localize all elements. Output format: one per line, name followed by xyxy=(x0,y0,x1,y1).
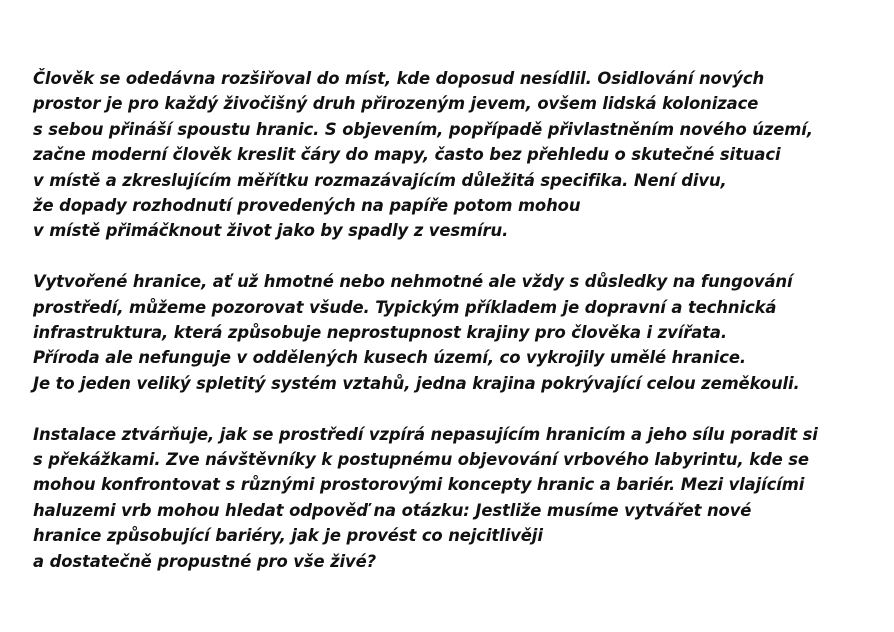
text-line: v místě a zkreslujícím měřítku rozmazávajícím důležitá specifika. Není divu, xyxy=(33,170,727,190)
text-line: s překážkami. Zve návštěvníky k postupnému objevování vrbového labyrintu, kde se xyxy=(33,450,809,470)
text-line: prostředí, můžeme pozorovat všude. Typickým příkladem je dopravní a technická xyxy=(33,297,777,317)
text-line: a dostatečně propustné pro vše živé? xyxy=(33,551,377,571)
text-line: že dopady rozhodnutí provedených na papíře potom mohou xyxy=(33,196,581,216)
text-line: Vytvořené hranice, ať už hmotné nebo nehmotné ale vždy s důsledky na fungování xyxy=(33,272,793,292)
text-line: v místě přimáčknout život jako by spadly z vesmíru. xyxy=(33,221,509,241)
text-line: Instalace ztvárňuje, jak se prostředí vzpírá nepasujícím hranicím a jeho sílu poradit si xyxy=(33,424,818,444)
text-line: Je to jeden veliký spletitý systém vztahů, jedna krajina pokrývající celou zeměkouli. xyxy=(33,373,800,393)
text-line: haluzemi vrb mohou hledat odpověď na otázku: Jestliže musíme vytvářet nové xyxy=(33,500,752,520)
text-line: Příroda ale nefunguje v oddělených kusech území, co vykrojily umělé hranice. xyxy=(33,348,746,368)
text-line: hranice způsobující bariéry, jak je provést co nejcitlivěji xyxy=(33,526,543,546)
text-body xyxy=(33,66,883,574)
text-line: mohou konfrontovat s různými prostorovými koncepty hranic a bariér. Mezi vlajícími xyxy=(33,475,805,495)
paragraph-2 xyxy=(33,269,883,396)
text-line: s sebou přináší spoustu hranic. S objevením, popřípadě přivlastněním nového území, xyxy=(33,119,813,139)
text-line: infrastruktura, která způsobuje neprostupnost krajiny pro člověka i zvířata. xyxy=(33,323,727,343)
text-line: Člověk se odedávna rozšiřoval do míst, kde doposud nesídlil. Osidlování nových xyxy=(33,69,765,88)
text-line: prostor je pro každý živočišný druh přirozeným jevem, ovšem lidská kolonizace xyxy=(33,94,759,114)
text-line: začne moderní člověk kreslit čáry do mapy, často bez přehledu o skutečné situaci xyxy=(33,145,781,165)
paragraph-1 xyxy=(33,66,883,244)
paragraph-3 xyxy=(33,422,883,574)
